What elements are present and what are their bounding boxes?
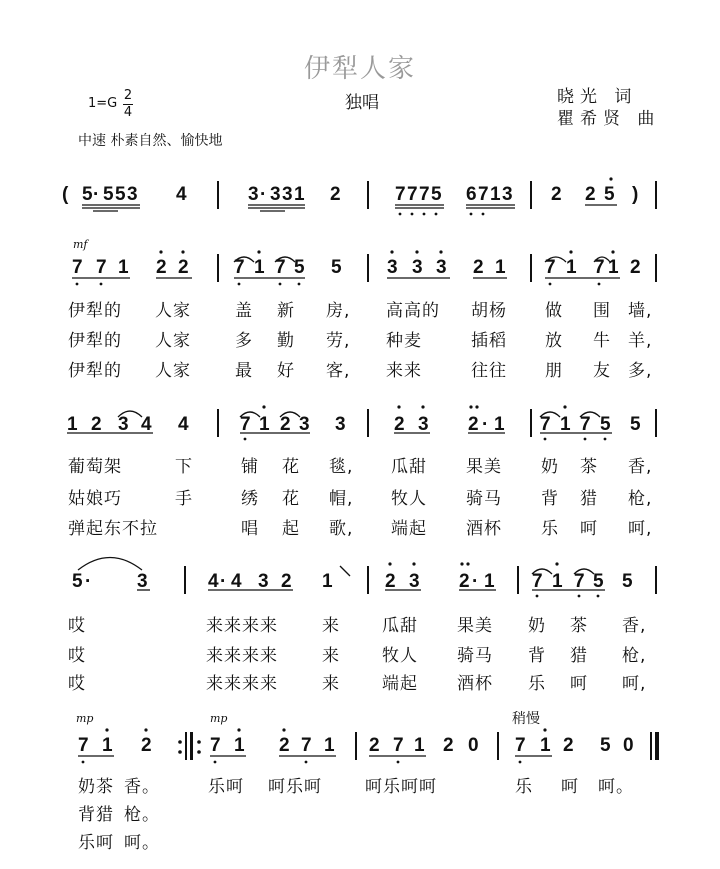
lyric: 手 <box>175 489 193 509</box>
lyric: 乐 <box>515 777 533 797</box>
note: 7 <box>478 184 489 205</box>
lyric: 帽, <box>329 489 354 509</box>
lyric: 朋 <box>545 361 563 381</box>
note: 2 <box>280 414 291 435</box>
note: 7 <box>393 735 404 756</box>
dynamic-mp-2: mp <box>210 712 228 725</box>
note: 5 <box>431 184 442 205</box>
lyric: 歌, <box>329 519 354 539</box>
tempo-slower: 稍慢 <box>512 711 540 727</box>
lyric: 客, <box>326 361 351 381</box>
note: 7 <box>301 735 312 756</box>
lyric: 来 <box>322 674 340 694</box>
note: 0 <box>623 735 634 756</box>
note: 3 <box>270 184 281 205</box>
lyric: 人家 <box>155 361 191 381</box>
note: 7 <box>72 257 83 278</box>
note: 5 <box>593 571 604 592</box>
note: 3 <box>248 184 259 205</box>
lyric: 种麦 <box>386 331 422 351</box>
note: 7 <box>515 735 526 756</box>
lyric: 瓜甜 <box>391 457 427 477</box>
lyric: 来 <box>322 646 340 666</box>
lyric: 牧人 <box>391 489 427 509</box>
lyric: 背 <box>541 489 559 509</box>
note: 5 <box>103 184 114 205</box>
lyric: 端起 <box>382 674 418 694</box>
note: 7 <box>234 257 245 278</box>
key-signature: 1=G <box>88 96 118 111</box>
note: 1 <box>294 184 305 205</box>
note: 1 <box>540 735 551 756</box>
lyric: 呵。 <box>124 833 160 853</box>
lyric: 放 <box>545 331 563 351</box>
note: 4 <box>208 571 219 592</box>
note: 7 <box>96 257 107 278</box>
note: 1 <box>254 257 265 278</box>
note: · <box>93 184 100 205</box>
note: 2 <box>459 571 470 592</box>
lyric: 呵, <box>628 519 653 539</box>
lyric: 骑马 <box>457 646 493 666</box>
note: 7 <box>395 184 406 205</box>
note: 1 <box>234 735 245 756</box>
note: · <box>472 571 479 592</box>
note: 3 <box>299 414 310 435</box>
lyric: 茶 <box>580 457 598 477</box>
note: 0 <box>468 735 479 756</box>
lyric: 牧人 <box>382 646 418 666</box>
lyric: 墙, <box>628 301 653 321</box>
note: 2 <box>281 571 292 592</box>
note: 2 <box>91 414 102 435</box>
note: 7 <box>545 257 556 278</box>
lyric: 哎 <box>68 646 86 666</box>
lyric: 来来来来 <box>206 616 278 636</box>
lyric: 好 <box>277 361 295 381</box>
lyric: 果美 <box>457 616 493 636</box>
note: 1 <box>324 735 335 756</box>
lyric: 花 <box>282 489 300 509</box>
lyric: 枪, <box>628 489 653 509</box>
lyric: 人家 <box>155 331 191 351</box>
note: · <box>85 571 92 592</box>
note: 5 <box>622 571 633 592</box>
lyric: 酒杯 <box>466 519 502 539</box>
lyric: 绣 <box>241 489 259 509</box>
lyric: 来来 <box>386 361 422 381</box>
lyric: 做 <box>545 301 563 321</box>
note: 2 <box>369 735 380 756</box>
lyric: 果美 <box>466 457 502 477</box>
note: 2 <box>385 571 396 592</box>
note: 1 <box>118 257 129 278</box>
lyric: 毯, <box>329 457 354 477</box>
note: 1 <box>67 414 78 435</box>
lyric: 围 <box>593 301 611 321</box>
lyric: 呵 <box>580 519 598 539</box>
note: 7 <box>419 184 430 205</box>
lyric: 枪。 <box>124 805 160 825</box>
lyric: 乐 <box>541 519 559 539</box>
note: 4 <box>231 571 242 592</box>
note: 3 <box>409 571 420 592</box>
lyric: 劳, <box>326 331 351 351</box>
note: 2 <box>551 184 562 205</box>
note: 2 <box>630 257 641 278</box>
note: 2 <box>585 184 596 205</box>
lyric: 盖 <box>235 301 253 321</box>
performance-type: 独唱 <box>345 93 379 113</box>
lyric: 胡杨 <box>471 301 507 321</box>
lyric: 呵乐呵 <box>268 777 322 797</box>
lyric: 奶 <box>528 616 546 636</box>
note: 4 <box>141 414 152 435</box>
note: 3 <box>118 414 129 435</box>
lyric: 呵, <box>622 674 647 694</box>
lyric: 乐 <box>528 674 546 694</box>
note: 5 <box>115 184 126 205</box>
lyric: 弹起东不拉 <box>68 519 158 539</box>
lyric: 葡萄架 <box>68 457 122 477</box>
note: 1 <box>566 257 577 278</box>
lyric: 伊犁的 <box>68 361 122 381</box>
note: 7 <box>240 414 251 435</box>
note: 5 <box>600 735 611 756</box>
lyric: 铺 <box>241 457 259 477</box>
note: 3 <box>418 414 429 435</box>
lyric: 往往 <box>471 361 507 381</box>
lyric: 来来来来 <box>206 646 278 666</box>
lyric: 奶茶 <box>78 777 114 797</box>
note: · <box>220 571 227 592</box>
note: 1 <box>259 414 270 435</box>
lyric: 伊犁的 <box>68 301 122 321</box>
dynamic-mp-1: mp <box>76 712 94 725</box>
lyric: 友 <box>593 361 611 381</box>
note: 7 <box>540 414 551 435</box>
note: 5 <box>630 414 641 435</box>
lyric: 花 <box>282 457 300 477</box>
lyric: 呵乐呵呵 <box>365 777 437 797</box>
note: 7 <box>275 257 286 278</box>
note: 2 <box>330 184 341 205</box>
note: 7 <box>574 571 585 592</box>
song-title: 伊犁人家 <box>303 54 416 84</box>
note: 3 <box>282 184 293 205</box>
lyric: 牛 <box>593 331 611 351</box>
lyric: 枪, <box>622 646 647 666</box>
note: 7 <box>532 571 543 592</box>
note: 1 <box>608 257 619 278</box>
lyric: 多, <box>628 361 653 381</box>
lyric: 呵 <box>570 674 588 694</box>
time-bottom: 4 <box>123 105 133 120</box>
note: 2 <box>443 735 454 756</box>
note: 3 <box>137 571 148 592</box>
lyric: 呵。 <box>598 777 634 797</box>
lyric: 多 <box>235 331 253 351</box>
lyric: 茶 <box>570 616 588 636</box>
lyric: 骑马 <box>466 489 502 509</box>
lyric: 猎 <box>580 489 598 509</box>
lyric: 伊犁的 <box>68 331 122 351</box>
note: 5 <box>72 571 83 592</box>
lyric: 最 <box>235 361 253 381</box>
note: 3 <box>335 414 346 435</box>
note: 2 <box>141 735 152 756</box>
note: 2 <box>473 257 484 278</box>
note: 1 <box>322 571 333 592</box>
note: 5 <box>331 257 342 278</box>
dynamic-mf: mf <box>73 238 88 251</box>
lyric: 香, <box>622 616 647 636</box>
note: · <box>482 414 489 435</box>
note: 2 <box>156 257 167 278</box>
note: 2 <box>178 257 189 278</box>
lyric: 瓜甜 <box>382 616 418 636</box>
lyric: 插稻 <box>471 331 507 351</box>
lyric: 人家 <box>155 301 191 321</box>
lyric: 羊, <box>628 331 653 351</box>
lyric: 高高的 <box>386 301 440 321</box>
note: ) <box>632 184 639 205</box>
lyricist-credit: 晓光 词 <box>557 87 638 107</box>
note: 3 <box>436 257 447 278</box>
note: 2 <box>468 414 479 435</box>
note: 7 <box>210 735 221 756</box>
tempo-marking: 中速 朴素自然、愉快地 <box>78 133 223 149</box>
note: 3 <box>387 257 398 278</box>
lyric: 来 <box>322 616 340 636</box>
lyric: 奶 <box>541 457 559 477</box>
note: ( <box>62 184 69 205</box>
lyric: 端起 <box>391 519 427 539</box>
note: 7 <box>407 184 418 205</box>
note: 3 <box>502 184 513 205</box>
lyric: 勤 <box>277 331 295 351</box>
lyric: 猎 <box>570 646 588 666</box>
lyric: 香。 <box>124 777 160 797</box>
lyric: 起 <box>282 519 300 539</box>
note: 3 <box>258 571 269 592</box>
note: 1 <box>560 414 571 435</box>
note: 1 <box>552 571 563 592</box>
note: 1 <box>102 735 113 756</box>
note: 5 <box>294 257 305 278</box>
lyric: 哎 <box>68 616 86 636</box>
lyric: 背猎 <box>78 805 114 825</box>
lyric: 下 <box>175 457 193 477</box>
lyric: 新 <box>277 301 295 321</box>
note: 2 <box>563 735 574 756</box>
lyric: 香, <box>628 457 653 477</box>
note: · <box>260 184 267 205</box>
composer-credit: 瞿希贤 曲 <box>557 109 661 129</box>
lyric: 乐呵 <box>78 833 114 853</box>
lyric: 酒杯 <box>457 674 493 694</box>
lyric: 呵 <box>561 777 579 797</box>
note: 1 <box>484 571 495 592</box>
lyric: 乐呵 <box>208 777 244 797</box>
note: 3 <box>412 257 423 278</box>
time-top: 2 <box>123 88 133 103</box>
note: 3 <box>127 184 138 205</box>
note: 1 <box>495 257 506 278</box>
note: 7 <box>580 414 591 435</box>
note: 1 <box>494 414 505 435</box>
lyric: 背 <box>528 646 546 666</box>
lyric: 姑娘巧 <box>68 489 122 509</box>
note: 6 <box>466 184 477 205</box>
note: 5 <box>604 184 615 205</box>
note: 1 <box>490 184 501 205</box>
note: 1 <box>414 735 425 756</box>
note: 4 <box>176 184 187 205</box>
note: 4 <box>178 414 189 435</box>
note: 7 <box>594 257 605 278</box>
lyric: 哎 <box>68 674 86 694</box>
note: 5 <box>600 414 611 435</box>
note: 2 <box>394 414 405 435</box>
lyric: 来来来来 <box>206 674 278 694</box>
note: 2 <box>279 735 290 756</box>
note: 7 <box>78 735 89 756</box>
note: 5 <box>82 184 93 205</box>
lyric: 房, <box>326 301 351 321</box>
lyric: 唱 <box>241 519 259 539</box>
